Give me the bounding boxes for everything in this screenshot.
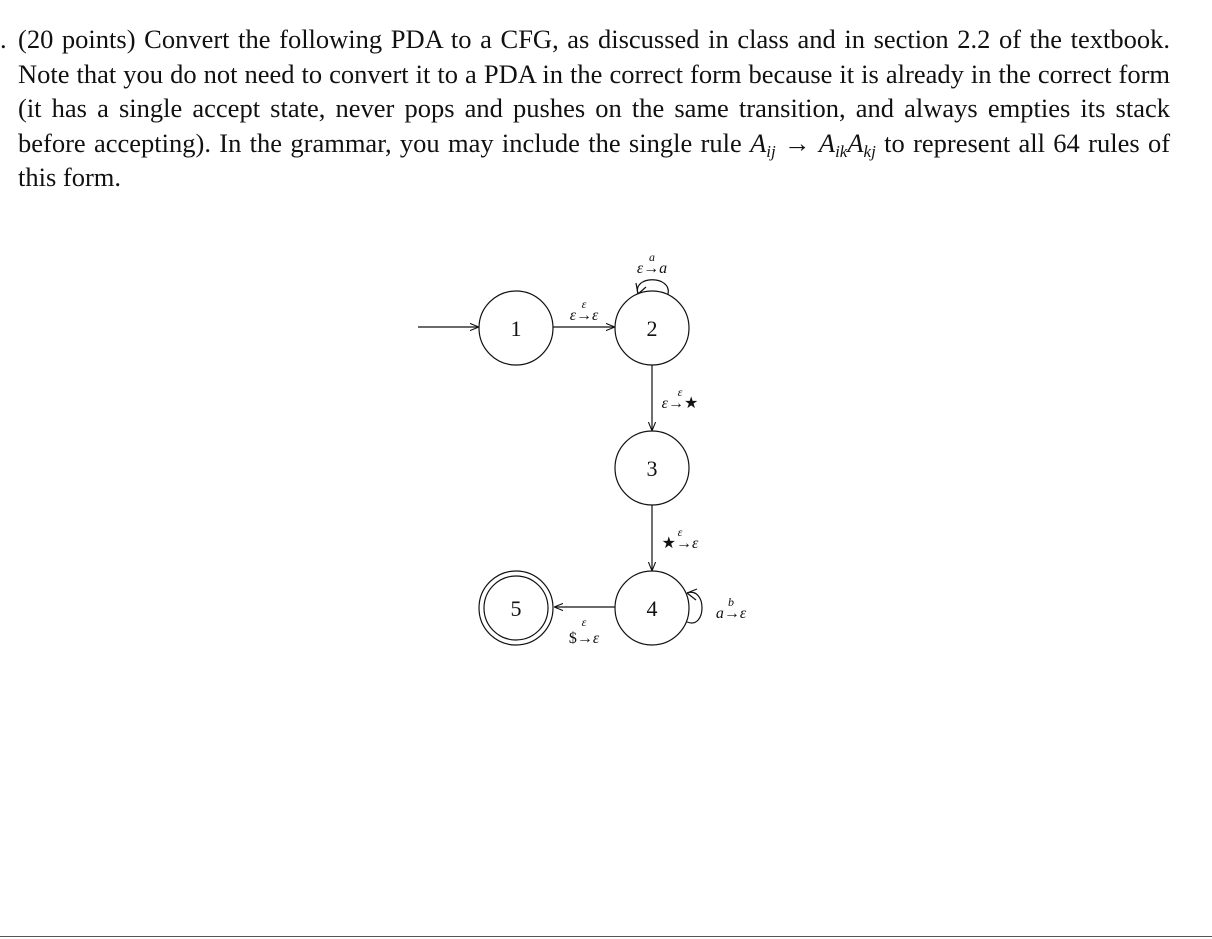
svg-text:ε: ε [677,525,683,539]
rule-lhs-sub: ij [766,141,776,161]
svg-text:b: b [728,595,734,609]
rule-arrow: → [784,127,811,158]
state-4-label: 4 [646,596,658,621]
label-3-4 [662,525,699,552]
rule-lhs: A [750,127,767,158]
state-3 [615,431,689,505]
rule-r2-sub: kj [863,141,876,161]
label-4-4 [716,595,747,622]
svg-text:$→ε: $→ε [568,630,600,647]
rule-r2: A [847,127,864,158]
state-3-label: 3 [646,456,658,481]
state-5-accept [479,571,553,645]
svg-text:ε: ε [581,297,587,311]
svg-text:★→ε: ★→ε [661,535,699,552]
svg-text:ε: ε [581,615,587,629]
svg-text:ε→★: ε→★ [661,395,699,412]
svg-text:ε→ε: ε→ε [569,307,599,324]
problem-text-part2: to represent all 64 rules of this form. [18,127,1171,193]
state-2-label: 2 [646,316,658,341]
problem-number-fragment: . [0,24,7,54]
rule-r1: A [818,127,836,158]
svg-text:ε: ε [677,385,683,399]
state-5-label: 5 [510,596,522,621]
state-1-label: 1 [510,316,522,341]
svg-text:ε→a: ε→a [636,260,668,277]
state-4 [615,571,689,645]
svg-text:a→ε: a→ε [715,605,747,622]
label-1-2 [570,297,599,324]
label-2-2 [637,250,667,277]
svg-text:a: a [649,250,655,264]
state-1 [479,291,553,365]
rule-r1-sub: ik [835,141,848,161]
bottom-rule [0,936,1212,937]
problem-text-part1: Convert the following PDA to a CFG, as discussed in class and in section 2.2 of the textbook. Note that you do not need to convert it to a PDA in the correct form because it is already in the correct form (it has a single accept state, never pops and pushes on the same transition, and always empties its stack before accepting). In the grammar, you may include the single rule [18,24,1171,158]
label-4-5 [569,615,600,647]
label-2-3 [662,385,699,412]
problem-points: (20 points) [18,24,136,54]
state-2 [615,291,689,365]
